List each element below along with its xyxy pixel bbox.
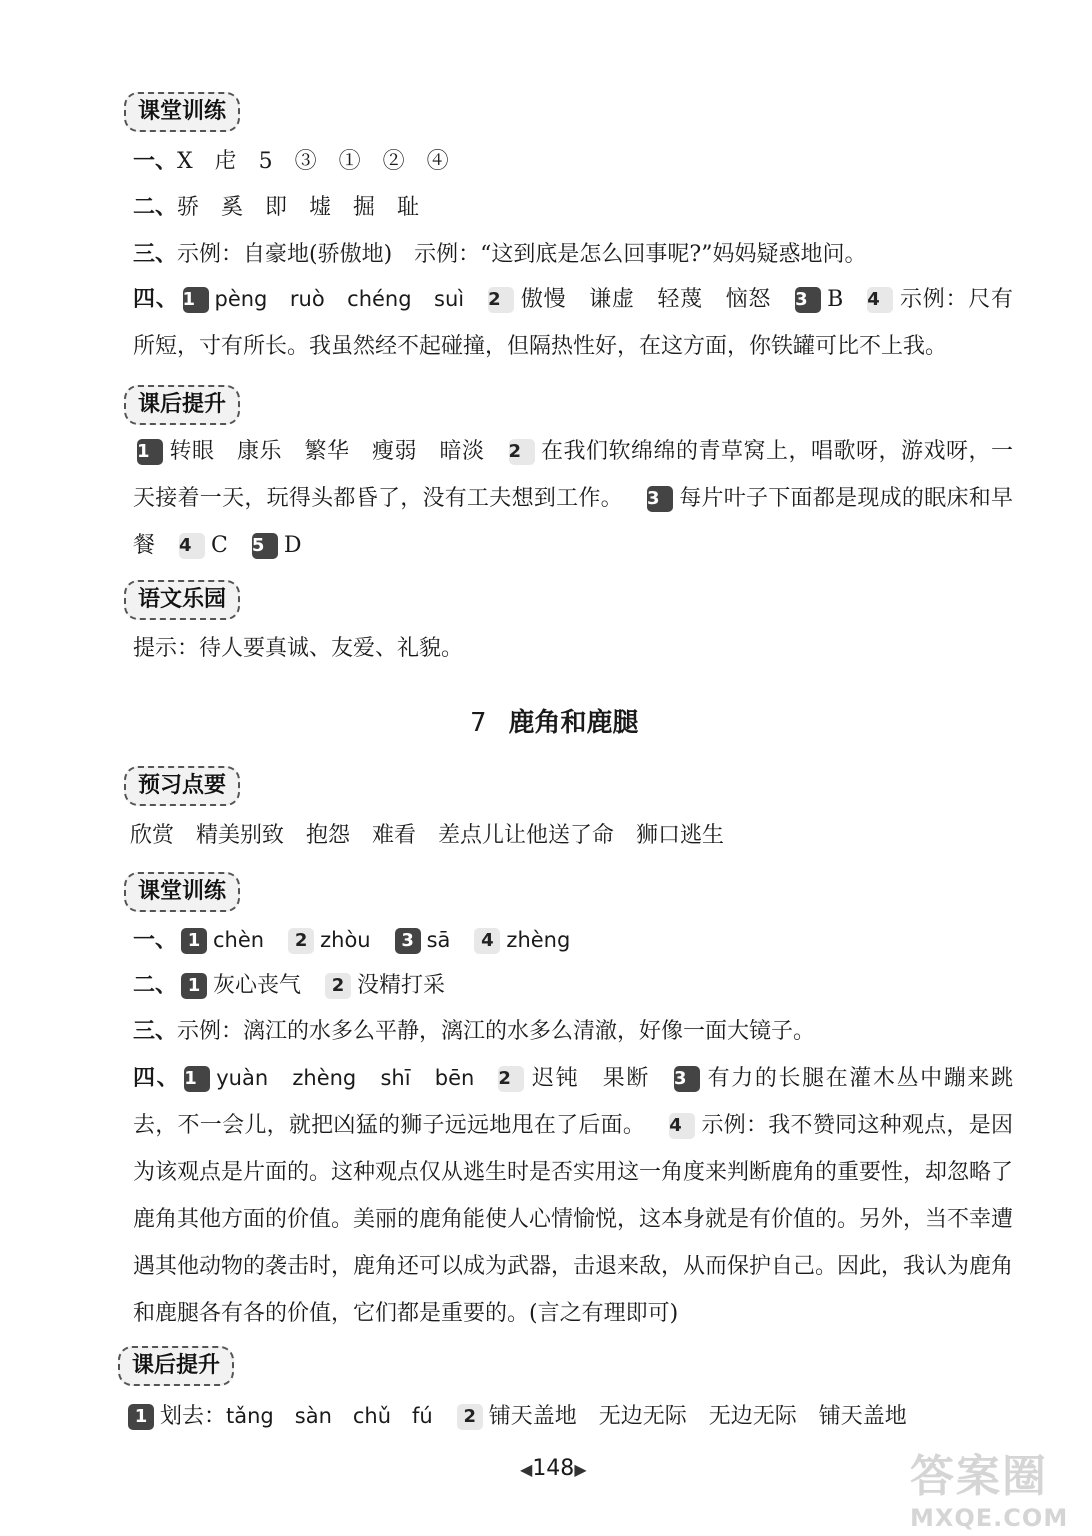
- answer-line-hint: 提示：待人要真诚、友爱、礼貌。: [133, 636, 464, 661]
- item-text: D: [283, 533, 302, 558]
- number-badge: 2: [288, 928, 314, 954]
- item-text: 傲慢 谦虚 轻蔑 恼怒: [520, 287, 772, 312]
- left-arrow-icon: ◀: [520, 1460, 533, 1479]
- item-label: 三、: [133, 242, 178, 267]
- number-badge: 4: [669, 1113, 695, 1139]
- number-badge: 3: [795, 287, 821, 313]
- answer-line-5-4: [133, 1055, 1013, 1337]
- pinyin-text: yuàn zhèng shī bēn: [216, 1066, 475, 1090]
- item-text: 示例：我不赞同这种观点，是因为该观点是片面的。这种观点仅从逃生时是否实用这一角度来判断鹿角的重要性，却忽略了鹿角其他方面的价值。美丽的鹿角能使人心情愉悦，这本身就是有价值的。另外，当不幸遭遇其他动物的袭击时，鹿角还可以成为武器，击退来敌，从而保护自己。因此，我认为鹿角和鹿腿各有各的价值，它们都是重要的。(言之有理即可): [133, 1113, 1014, 1326]
- number-badge: 3: [395, 928, 421, 954]
- number-badge: 2: [457, 1404, 483, 1430]
- pinyin-text: sā: [426, 928, 451, 952]
- answer-line-4: [133, 276, 1013, 370]
- item-text: 每片叶子下面都是现成的眠床和早餐: [133, 486, 1013, 558]
- number-badge: 4: [474, 928, 500, 954]
- section-label-classroom-training-2: 课堂训练: [124, 872, 240, 912]
- watermark-logo: [910, 1440, 1080, 1530]
- item-text: 灰心丧气: [213, 973, 302, 998]
- item-label: 三、: [133, 1019, 178, 1044]
- number-badge: 1: [181, 973, 207, 999]
- item-text: X 虍 5 ③ ① ② ④: [177, 149, 449, 174]
- item-text: 在我们软绵绵的青草窝上，唱歌呀，游戏呀，一天接着一天，玩得头都昏了，没有工夫想到工作。: [133, 439, 1013, 511]
- item-text: 骄 奚 即 墟 掘 耻: [177, 195, 420, 220]
- right-arrow-icon: ▶: [574, 1460, 587, 1479]
- pinyin-text: zhèng: [506, 928, 571, 952]
- answer-line-1: [133, 146, 449, 178]
- section-label-preview: 预习点要: [124, 766, 240, 806]
- watermark-line2: MXQE.COM: [910, 1504, 1069, 1532]
- answer-line-3: [133, 239, 866, 271]
- lesson-number: 7: [470, 708, 487, 738]
- number-badge: 3: [674, 1066, 700, 1092]
- answer-line-5-2: [133, 970, 445, 1002]
- pinyin-text: zhòu: [320, 928, 371, 952]
- number-badge: 1: [137, 439, 163, 465]
- number-badge: 5: [252, 533, 278, 559]
- item-text: 示例：漓江的水多么平静，漓江的水多么清澈，好像一面大镜子。: [177, 1019, 816, 1044]
- number-badge: 3: [647, 486, 673, 512]
- item-text: 示例：尺有所短，寸有所长。我虽然经不起碰撞，但隔热性好，在这方面，你铁罐可比不上我。: [133, 287, 1013, 359]
- item-text: 迟钝 果断: [530, 1066, 651, 1091]
- lesson-name: 鹿角和鹿腿: [508, 708, 639, 738]
- section-label-chinese-garden: 语文乐园: [124, 580, 240, 620]
- pinyin-text: tǎng sàn chǔ fú: [226, 1404, 433, 1428]
- number-badge: 4: [179, 533, 205, 559]
- section-label-after-class: 课后提升: [124, 385, 240, 425]
- number-badge: 1: [181, 928, 207, 954]
- number-badge: 2: [498, 1066, 524, 1092]
- section-label-classroom-training: 课堂训练: [124, 92, 240, 132]
- item-label: 二、: [133, 195, 178, 220]
- number-badge: 2: [325, 973, 351, 999]
- item-label: 四、: [133, 287, 179, 312]
- page-number-text: 148: [532, 1456, 575, 1481]
- pinyin-text: pèng ruò chéng suì: [214, 287, 465, 311]
- answer-line-6: [124, 1400, 907, 1433]
- item-text: C: [211, 533, 228, 558]
- item-label: 一、: [133, 149, 178, 174]
- item-text: 铺天盖地 无边无际 无边无际 铺天盖地: [488, 1404, 907, 1429]
- pinyin-text: chèn: [213, 928, 265, 952]
- answer-line-5-3: [133, 1016, 815, 1048]
- answer-line-2: [133, 192, 419, 224]
- number-badge: 1: [128, 1404, 154, 1430]
- watermark-line1: 答案圈: [910, 1451, 1048, 1502]
- number-badge: 2: [509, 439, 535, 465]
- item-label: 二、: [133, 973, 178, 998]
- item-text: 划去：: [160, 1404, 227, 1429]
- answer-line-5-1: [133, 924, 570, 957]
- number-badge: 4: [867, 287, 893, 313]
- item-text: 没精打采: [357, 973, 446, 998]
- item-text: B: [827, 287, 844, 312]
- item-text: 有力的长腿在灌木丛中蹦来跳去，不一会儿，就把凶猛的狮子远远地甩在了后面。: [133, 1066, 1013, 1138]
- item-label: 四、: [133, 1066, 181, 1091]
- item-label: 一、: [133, 928, 178, 953]
- item-text: 转眼 康乐 繁华 瘦弱 暗淡: [169, 439, 485, 464]
- number-badge: 1: [184, 1066, 210, 1092]
- number-badge: 1: [183, 287, 209, 313]
- answer-block-after-class: [133, 428, 1013, 569]
- number-badge: 2: [488, 287, 514, 313]
- section-label-after-class-2: 课后提升: [118, 1346, 234, 1386]
- lesson-title: [470, 702, 639, 739]
- answer-line-preview: 欣赏 精美别致 抱怨 难看 差点儿让他送了命 狮口逃生: [130, 823, 725, 848]
- page-number: [520, 1456, 587, 1481]
- item-text: 示例：自豪地(骄傲地) 示例：“这到底是怎么回事呢?”妈妈疑惑地问。: [177, 242, 867, 267]
